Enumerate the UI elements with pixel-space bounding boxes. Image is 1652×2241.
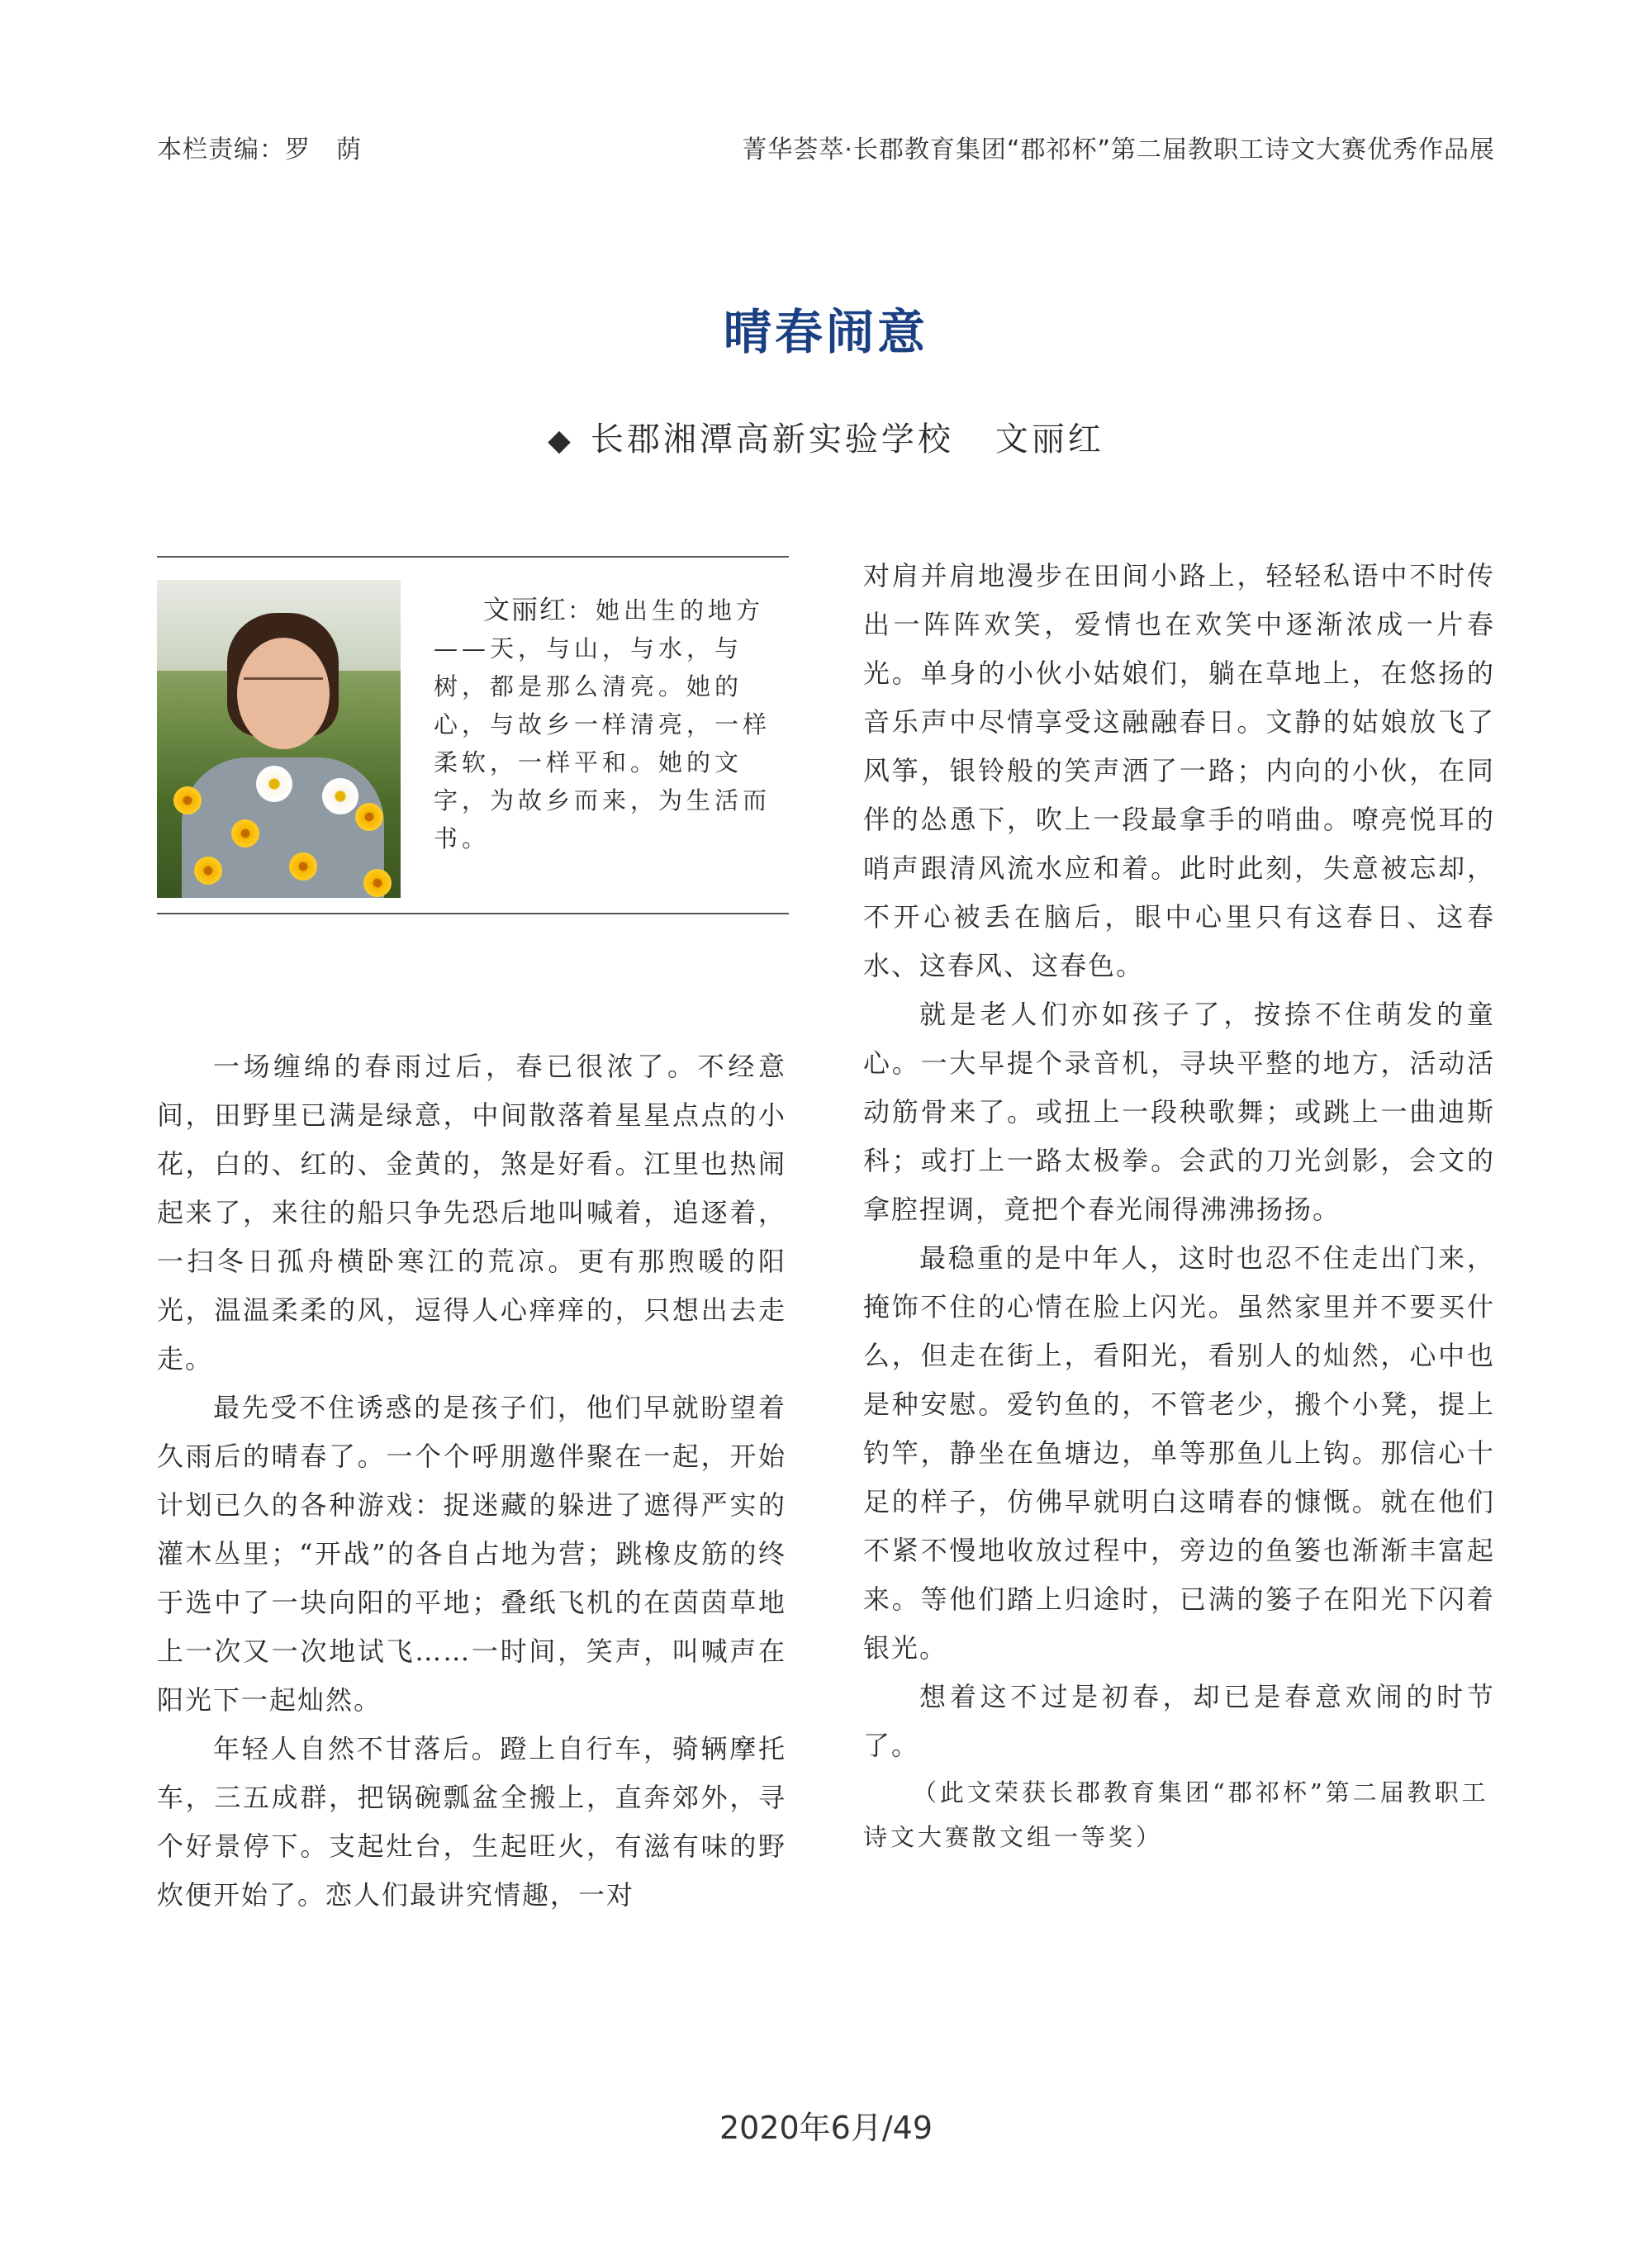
diamond-icon: ◆ [548,424,574,458]
right-column [863,552,1495,1859]
page-footer: 2020年6月/49 [719,2110,933,2146]
paragraph-1: 一场缠绵的春雨过后，春已很浓了。不经意间，田野里已满是绿意，中间散落着星星点点的小花，白的、红的、金黄的，煞是好看。江里也热闹起来了，来往的船只争先恐后地叫喊着，追逐着，一扫冬日孤舟横卧寒江的荒凉。更有那煦暖的阳光，温温柔柔的风，逗得人心痒痒的，只想出去走走。 [157,1051,786,1375]
byline-author: 文丽红 [995,420,1104,458]
author-photo [157,580,401,898]
left-column [157,1042,786,1920]
paragraph-3-continued: 对肩并肩地漫步在田间小路上，轻轻私语中不时传出一阵阵欢笑，爱情也在欢笑中逐渐浓成一片春光。单身的小伙小姑娘们，躺在草地上，在悠扬的音乐声中尽情享受这融融春日。文静的姑娘放飞了风筝，银铃般的笑声洒了一路；内向的小伙，在同伴的怂恿下，吹上一段最拿手的哨曲。嘹亮悦耳的哨声跟清风流水应和着。此时此刻，失意被忘却，不开心被丢在脑后，眼中心里只有这春日、这春水、这春风、这春色。 [863,560,1495,981]
paragraph-6: 想着这不过是初春，却已是春意欢闹的时节了。 [863,1681,1495,1761]
author-bio-box [157,556,789,914]
paragraph-3: 年轻人自然不甘落后。蹬上自行车，骑辆摩托车，三五成群，把锅碗瓢盆全搬上，直奔郊外，寻个好景停下。支起灶台，生起旺火，有滋有味的野炊便开始了。恋人们最讲究情趣，一对 [157,1733,786,1911]
paragraph-4: 就是老人们亦如孩子了，按捺不住萌发的童心。一大早提个录音机，寻块平整的地方，活动活动筋骨来了。或扭上一段秧歌舞；或跳上一曲迪斯科；或打上一路太极拳。会武的刀光剑影，会文的拿腔捏调，竟把个春光闹得沸沸扬扬。 [863,999,1495,1225]
author-bio [434,591,781,857]
article-title: 晴春闹意 [723,304,928,360]
bio-name: 文丽红 [483,594,568,625]
editor-credit: 本栏责编：罗 荫 [157,135,362,164]
bio-text: ：她出生的地方——天，与山，与水，与树，都是那么清亮。她的心，与故乡一样清亮，一样柔软，一样平和。她的文字，为故乡而来，为生活而书。 [434,596,771,852]
award-note: （此文荣获长郡教育集团“郡祁杯”第二届教职工诗文大赛散文组一等奖） [863,1778,1489,1851]
column-header: 菁华荟萃·长郡教育集团“郡祁杯”第二届教职工诗文大赛优秀作品展 [742,135,1495,164]
byline-school: 长郡湘潭高新实验学校 [590,420,954,458]
byline [0,413,1652,460]
paragraph-2: 最先受不住诱惑的是孩子们，他们早就盼望着久雨后的晴春了。一个个呼朋邀伴聚在一起，开始计划已久的各种游戏：捉迷藏的躲进了遮得严实的灌木丛里；“开战”的各自占地为营；跳橡皮筋的终于选中了一块向阳的平地；叠纸飞机的在茵茵草地上一次又一次地试飞……一时间，笑声，叫喊声在阳光下一起灿然。 [157,1392,786,1716]
paragraph-5: 最稳重的是中年人，这时也忍不住走出门来，掩饰不住的心情在脸上闪光。虽然家里并不要买什么，但走在街上，看阳光，看别人的灿然，心中也是种安慰。爱钓鱼的，不管老少，搬个小凳，提上钓竿，静坐在鱼塘边，单等那鱼儿上钩。那信心十足的样子，仿佛早就明白这晴春的慷慨。就在他们不紧不慢地收放过程中，旁边的鱼篓也渐渐丰富起来。等他们踏上归途时，已满的篓子在阳光下闪着银光。 [863,1242,1495,1664]
